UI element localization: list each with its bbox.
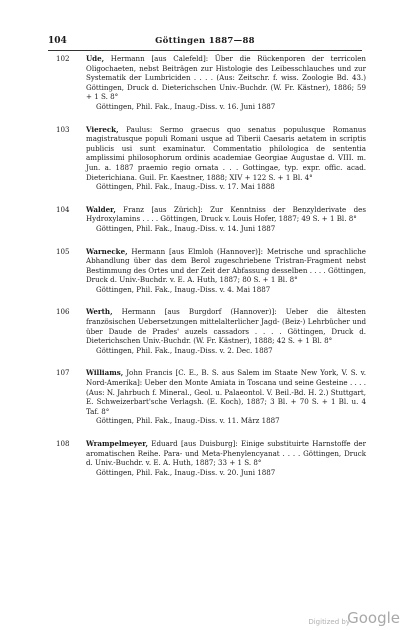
author-name: Viereck,: [86, 124, 119, 134]
entry-body: [86, 307, 366, 345]
author-name: Walder,: [86, 204, 116, 214]
list-item: [48, 247, 366, 295]
google-logo: Google: [347, 609, 400, 627]
author-name: Williams,: [86, 368, 124, 378]
entry-text: John Francis [C. E., B. S. aus Salem im Staate New York, V. S. v. Nord-Amerika]: Ueber den Monte Amiata in Toscana und seine Gesteine . . . . (Aus: N. Jahrbuch f. Mineral., Geol. u. Palaeontol. V. Beil.-Bd. H. 2.) Stuttgart, E. Schweizerbart'sche Verlagsh. (E. Koch), 1887; 3 Bl. + 70 S. + 1 Bl. u. 4 Taf. 8°: [86, 368, 366, 416]
entry-number: 102: [56, 54, 70, 63]
list-item: [48, 125, 366, 192]
entry-number: 104: [56, 204, 70, 214]
author-name: Ude,: [86, 54, 105, 63]
list-item: [48, 368, 366, 426]
entry-note: Göttingen, Phil. Fak., Inaug.-Diss. v. 16. Juni 1887: [96, 101, 276, 111]
digitized-by-text: Digitized by: [308, 618, 350, 626]
entry-text: Hermann [aus Elmloh (Hannover)]: Metrische und sprachliche Abhandlung über das dem Berol zugeschriebene Tristran-Fragment nebst Bestimmung des Ortes und der Zeit der Abfassung desselben . . . . Göttingen, Druck d. Univ.-Buchdr. v. E. A. Huth, 1887; 80 S. + 1 Bl. 8°: [86, 246, 366, 285]
entry-text: Paulus: Sermo graecus quo senatus populusque Romanus magistratusque populi Romani usque ad Tiberii Caesaris aetatem in scriptis publicis usi sunt examinatur. Commentatio philologica de sententia amplissimi philosophorum ordinis academiae Georgiae Augustae d. VIII. m. Jun. a. 1887 praemio regio ornata . . . Gottingae, typ. expr. offic. acad. Dieterichiana. Guil. Fr. Kaestner, 1888; XIV + 122 S. + 1 Bl. 4°: [86, 124, 366, 182]
page-number: 104: [48, 36, 67, 46]
entry-note: Göttingen, Phil. Fak., Inaug.-Diss. v. 17. Mai 1888: [96, 182, 275, 192]
author-name: Warnecke,: [86, 246, 128, 256]
entry-body: [86, 125, 366, 183]
entry-text: Eduard [aus Duisburg]: Einige substituirte Harnstoffe der aromatischen Reihe. Para- und Meta-Phenylencyanat . . . . Göttingen, Druck d. Univ.-Buchdr. v. E. A. Huth, 1887; 33 + 1 S. 8°: [86, 439, 366, 468]
list-item: [48, 307, 366, 355]
entry-note: Göttingen, Phil. Fak., Inaug.-Diss. v. 4. Mai 1887: [96, 284, 271, 294]
header-rule: [48, 50, 362, 51]
list-item: [48, 205, 366, 234]
running-title: Göttingen 1887—88: [155, 36, 255, 46]
page-header: [48, 36, 362, 50]
entry-note: Göttingen, Phil. Fak., Inaug.-Diss. v. 2. Dec. 1887: [96, 345, 273, 355]
entry-number: 103: [56, 124, 70, 134]
entry-number: 107: [56, 368, 70, 378]
author-name: Wrampelmeyer,: [86, 439, 149, 448]
entry-note: Göttingen, Phil. Fak., Inaug.-Diss. v. 14. Juni 1887: [96, 223, 276, 233]
entry-body: [86, 54, 366, 102]
entry-number: 105: [56, 246, 70, 256]
entry-number: 106: [56, 307, 70, 317]
author-name: Werth,: [86, 307, 113, 317]
list-item: [48, 54, 366, 112]
entry-note: Göttingen, Phil. Fak., Inaug.-Diss. v. 11. März 1887: [96, 416, 280, 426]
entry-list: [48, 54, 366, 477]
entry-body: [86, 247, 366, 285]
entry-note: Göttingen, Phil. Fak., Inaug.-Diss. v. 20. Juni 1887: [96, 467, 276, 477]
entry-body: [86, 368, 366, 416]
entry-number: 108: [56, 439, 70, 448]
entry-body: [86, 439, 366, 468]
entry-body: [86, 205, 366, 224]
entry-text: Hermann [aus Calefeld]: Über die Rückenporen der terricolen Oligochaeten, nebst Beiträgen zur Histologie des Leibesschlauches und zur Systematik der Lumbriciden . . . . (Aus: Zeitschr. f. wiss. Zoologie Bd. 43.) Göttingen, Druck d. Dieterichschen Univ.-Buchdr. (W. Fr. Kästner), 1886; 59 + 1 S. 8°: [86, 54, 366, 102]
entry-text: Hermann [aus Burgdorf (Hannover)]: Ueber die ältesten französischen Uebersetzungen mittelalterlicher Jagd- (Beiz-) Lehrbücher und über Daude de Prades' auzels cassadors . . . . Göttingen, Druck d. Dieterichschen Univ.-Buchdr. (W. Fr. Kästner), 1888; 42 S. + 1 Bl. 8°: [86, 307, 366, 346]
list-item: [48, 439, 366, 477]
entry-text: Franz [aus Zürich]: Zur Kenntniss der Benzylderivate des Hydroxylamins . . . . Göttingen, Druck v. Louis Hofer, 1887; 49 S. + 1 Bl. 8°: [86, 204, 366, 224]
